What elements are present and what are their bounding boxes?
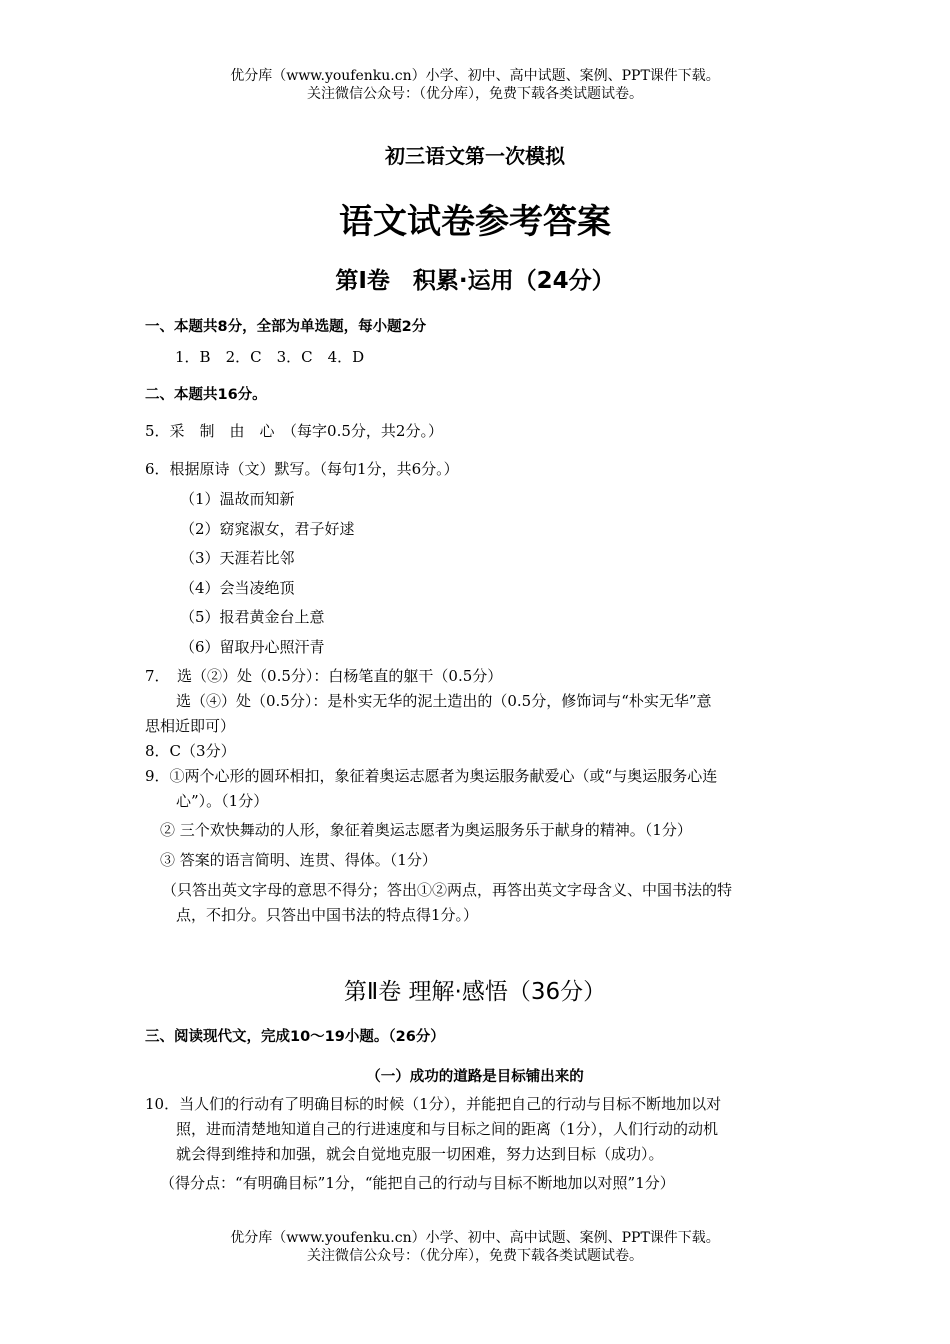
q5-answer: 5．采 制 由 心 （每字0.5分，共2分。） bbox=[145, 422, 443, 440]
q6-heading: 6．根据原诗（文）默写。（每句1分，共6分。） bbox=[145, 460, 459, 478]
q9-note-1: （只答出英文字母的意思不得分；答出①②两点，再答出英文字母含义、中国书法的特 bbox=[162, 881, 733, 899]
q9-line-4: ③ 答案的语言简明、连贯、得体。（1分） bbox=[160, 851, 437, 869]
q7-line-3: 思相近即可） bbox=[145, 717, 236, 735]
q9-line-2: 心”）。（1分） bbox=[176, 792, 269, 810]
q1-answers: 1．B 2．C 3．C 4．D bbox=[175, 348, 365, 366]
part2-heading: 第Ⅱ卷 理解·感悟（36分） bbox=[343, 979, 607, 1005]
q6-item: （5）报君黄金台上意 bbox=[180, 608, 325, 626]
q10-line-1: 10．当人们的行动有了明确目标的时候（1分），并能把自己的行动与目标不断地加以对 bbox=[145, 1095, 722, 1113]
footer-line-1: 优分库（www.youfenku.cn）小学、初中、高中试题、案例、PPT课件下载。 bbox=[230, 1230, 720, 1246]
reading-subtitle: （一）成功的道路是目标铺出来的 bbox=[366, 1069, 584, 1085]
q6-item: （6）留取丹心照汗青 bbox=[180, 638, 325, 656]
header-line-2: 关注微信公众号：（优分库），免费下载各类试题试卷。 bbox=[307, 86, 643, 102]
part1-heading: 第Ⅰ卷 积累·运用（24分） bbox=[335, 268, 615, 294]
q8-answer: 8．C（3分） bbox=[145, 742, 236, 760]
q6-item: （4）会当凌绝顶 bbox=[180, 579, 295, 597]
q6-item: （2）窈窕淑女，君子好逑 bbox=[180, 520, 355, 538]
q1-heading: 一、本题共8分，全部为单选题，每小题2分 bbox=[145, 319, 427, 335]
header-line-1: 优分库（www.youfenku.cn）小学、初中、高中试题、案例、PPT课件下载。 bbox=[230, 68, 720, 84]
q10-line-2: 照，进而清楚地知道自己的行进速度和与目标之间的距离（1分），人们行动的动机 bbox=[176, 1120, 719, 1138]
q7-line-1: 7． 选（②）处（0.5分）：白杨笔直的躯干（0.5分） bbox=[145, 667, 503, 685]
q9-note-2: 点，不扣分。只答出中国书法的特点得1分。） bbox=[176, 906, 479, 924]
q7-line-2: 选（④）处（0.5分）：是朴实无华的泥土造出的（0.5分，修饰词与“朴实无华”意 bbox=[176, 692, 712, 710]
exam-title: 语文试卷参考答案 bbox=[339, 202, 611, 242]
section3-heading: 三、阅读现代文，完成10～19小题。（26分） bbox=[145, 1029, 445, 1045]
q2-heading: 二、本题共16分。 bbox=[145, 387, 267, 403]
q10-note: （得分点：“有明确目标”1分，“能把自己的行动与目标不断地加以对照”1分） bbox=[160, 1174, 675, 1192]
q9-line-3: ② 三个欢快舞动的人形，象征着奥运志愿者为奥运服务乐于献身的精神。（1分） bbox=[160, 821, 692, 839]
q6-item: （1）温故而知新 bbox=[180, 490, 295, 508]
q9-line-1: 9．①两个心形的圆环相扣，象征着奥运志愿者为奥运服务献爱心（或“与奥运服务心连 bbox=[145, 767, 718, 785]
exam-subtitle: 初三语文第一次模拟 bbox=[385, 144, 565, 168]
q6-item: （3）天涯若比邻 bbox=[180, 549, 295, 567]
q10-line-3: 就会得到维持和加强，就会自觉地克服一切困难，努力达到目标（成功）。 bbox=[176, 1145, 664, 1163]
footer-line-2: 关注微信公众号：（优分库），免费下载各类试题试卷。 bbox=[307, 1248, 643, 1264]
